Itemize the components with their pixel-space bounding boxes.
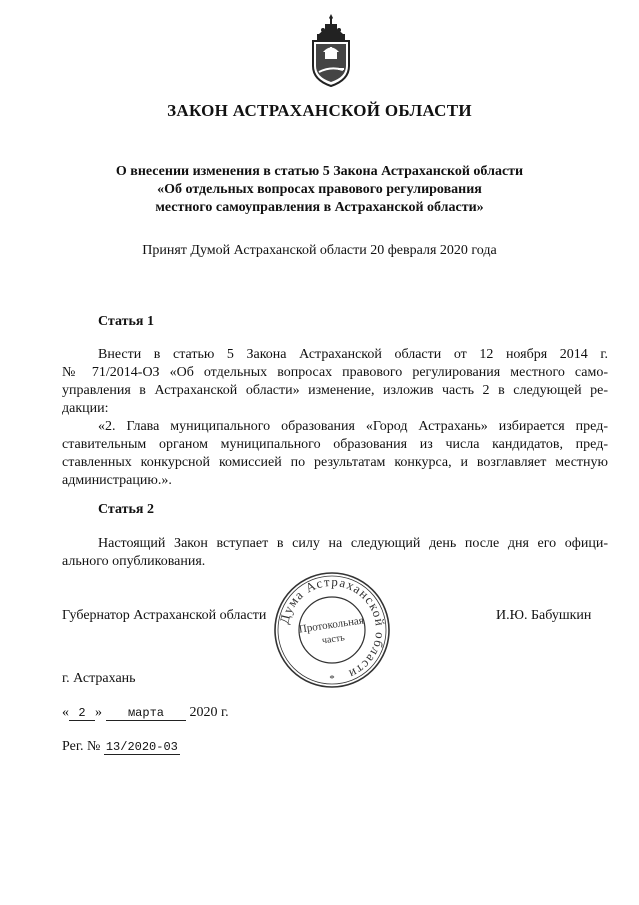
stamp-center-line: Протокольная: [298, 614, 365, 636]
stamp-center-line: часть: [321, 632, 346, 647]
registration-label: Рег. №: [62, 739, 101, 754]
subject-line: «Об отдельных вопросах правового регулирования: [157, 182, 482, 197]
stamp-star: *: [329, 673, 335, 685]
place-of-signing: г. Астрахань: [62, 671, 136, 686]
article-2-line: ального опубликования.: [62, 554, 206, 569]
stamp-ring-text: Дума Астраханской области: [276, 573, 389, 683]
article-1-heading: Статья 1: [98, 314, 154, 329]
coat-of-arms-icon: [303, 14, 359, 90]
date-close-quote: »: [95, 705, 102, 720]
article-1-line: дакции:: [62, 401, 109, 416]
date-year: 2020 г.: [189, 705, 229, 720]
adoption-line: Принят Думой Астраханской области 20 февраля 2020 года: [142, 243, 497, 258]
document-title: ЗАКОН АСТРАХАНСКОЙ ОБЛАСТИ: [167, 101, 472, 120]
date-open-quote: «: [62, 705, 69, 720]
subject-line: местного самоуправления в Астраханской области»: [155, 200, 484, 215]
registration-number-field: 13/2020-03: [105, 740, 178, 754]
article-1-line: управления в Астраханской области» изменение, изложив часть 2 в следующей ре-: [62, 383, 608, 398]
article-2-line: Настоящий Закон вступает в силу на следующий день после дня его офици-: [98, 536, 608, 551]
subject-line: О внесении изменения в статью 5 Закона Астраханской области: [115, 164, 524, 179]
article-1-line: № 71/2014-ОЗ «Об отдельных вопросах правового регулирования местного само-: [62, 365, 608, 380]
registration-line: [62, 739, 180, 755]
article-2-body: [62, 535, 608, 571]
article-1-line: ставленных конкурсной комиссией по результатам конкурса, и возглавляет местную: [62, 455, 608, 470]
stamp-seal-icon: [272, 570, 392, 690]
article-1-line: «2. Глава муниципального образования «Город Астрахань» избирается пред-: [98, 419, 608, 434]
article-1-body: [62, 346, 608, 490]
article-1-line: Внести в статью 5 Закона Астраханской области от 12 ноября 2014 г.: [98, 347, 608, 362]
coat-of-arms-emblem: [303, 14, 359, 90]
official-stamp: [272, 570, 392, 690]
signing-date: [62, 705, 229, 721]
date-month-field: марта: [106, 706, 186, 721]
article-2-heading: Статья 2: [98, 502, 154, 517]
law-subject: [0, 163, 639, 217]
article-1-line: ставительным органом муниципального образования из числа кандидатов, пред-: [62, 437, 608, 452]
date-day-field: 2: [69, 706, 95, 721]
signatory-position: Губернатор Астраханской области: [62, 608, 267, 623]
signatory-name: И.Ю. Бабушкин: [496, 608, 592, 623]
article-1-line: администрацию.».: [62, 473, 172, 488]
